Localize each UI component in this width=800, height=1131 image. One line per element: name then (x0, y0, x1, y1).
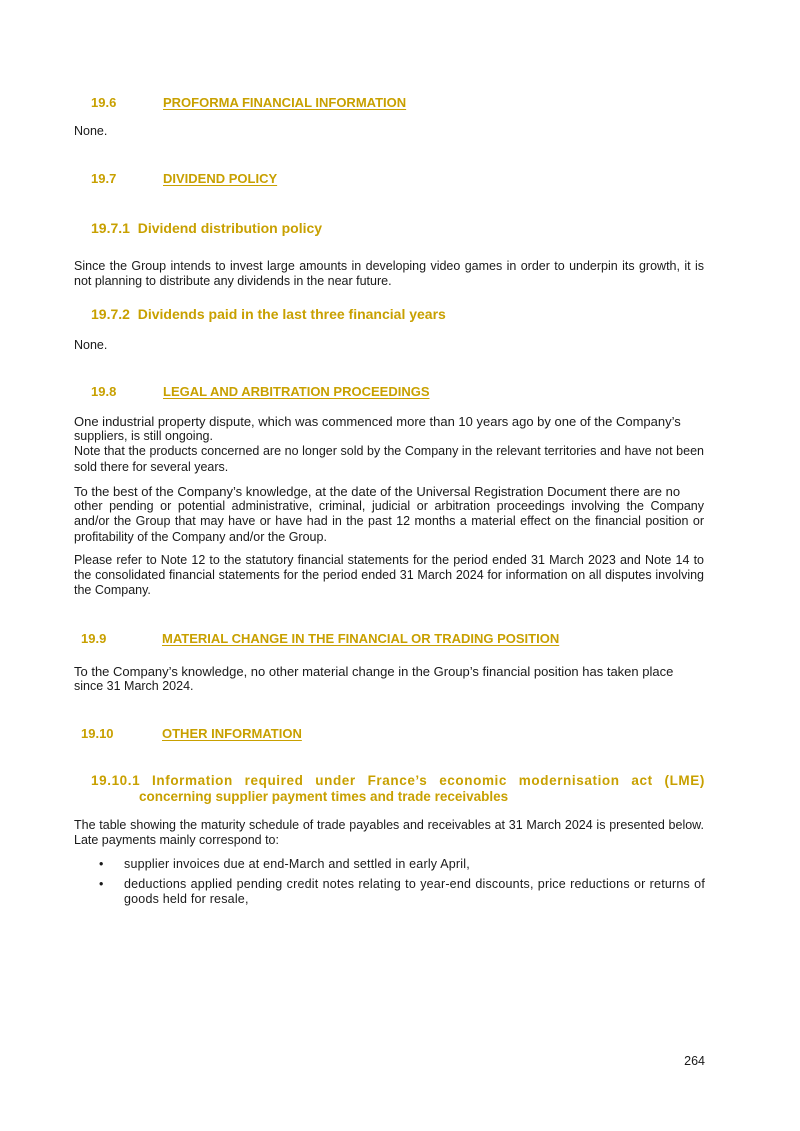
paragraph: None. (74, 124, 108, 138)
bullet-list (74, 857, 705, 912)
paragraph (74, 484, 704, 545)
paragraph-rest: since 31 March 2024. (74, 679, 194, 694)
paragraph: Please refer to Note 12 to the statutory financial statements for the period ended 31 March 2023 and Note 14 to the consolidated financial statements for the period ended 31 March 2024 for information on all disputes involving the Company. (74, 553, 704, 598)
paragraph-rest: suppliers, is still ongoing. (74, 429, 213, 444)
heading-word: under (315, 773, 356, 788)
section-heading-19-10 (81, 726, 302, 741)
list-item (74, 877, 705, 908)
subsection-title: Dividend distribution policy (137, 220, 323, 236)
section-heading-19-7 (91, 171, 277, 186)
list-item-text: supplier invoices due at end-March and settled in early April, (124, 857, 470, 871)
paragraph: Since the Group intends to invest large amounts in developing video games in order to underpin its growth, it is not planning to distribute any dividends in the near future. (74, 259, 704, 289)
heading-line-1 (91, 773, 705, 789)
section-title: PROFORMA FINANCIAL INFORMATION (163, 95, 407, 110)
heading-word: economic (439, 773, 508, 788)
paragraph-lead-line: To the best of the Company’s knowledge, at the date of the Universal Registration Document there are no (74, 484, 681, 499)
section-number: 19.6 (91, 95, 117, 110)
section-title: DIVIDEND POLICY (163, 171, 278, 186)
list-item-text: deductions applied pending credit notes relating to year-end discounts, price reductions or returns of goods held for resale, (124, 876, 705, 906)
section-heading-19-9 (81, 631, 559, 646)
section-heading-19-6 (91, 95, 406, 110)
section-number: 19.10 (81, 726, 114, 741)
section-number: 19.7 (91, 171, 117, 186)
page-number: 264 (684, 1054, 705, 1068)
paragraph-lead-line: To the Company’s knowledge, no other material change in the Group’s financial position has taken place (74, 664, 674, 679)
subsection-number: 19.7.1 (91, 220, 130, 236)
bullet-icon: • (99, 857, 104, 871)
paragraph-lead-line: One industrial property dispute, which was commenced more than 10 years ago by one of the Company’s (74, 414, 681, 429)
subsection-title: Dividends paid in the last three financial years (137, 306, 446, 322)
heading-word: France’s (367, 773, 428, 788)
paragraph: The table showing the maturity schedule of trade payables and receivables at 31 March 2024 is presented below. Late payments mainly correspond to: (74, 818, 704, 848)
paragraph-rest: other pending or potential administrative, criminal, judicial or arbitration proceedings involving the Company and/or the Group that may have or have had in the past 12 months a material effect on the financial position or profitability of the Company and/or the Group. (74, 499, 704, 544)
heading-word: (LME) (664, 773, 705, 788)
paragraph: Note that the products concerned are no longer sold by the Company in the relevant territories and have not been sold there for several years. (74, 444, 704, 474)
section-number: 19.9 (81, 631, 107, 646)
heading-word: modernisation (518, 773, 620, 788)
paragraph (74, 414, 704, 475)
subsection-number: 19.10.1 (91, 773, 141, 788)
section-heading-19-8 (91, 384, 430, 399)
heading-word: act (631, 773, 653, 788)
heading-word: required (244, 773, 304, 788)
paragraph: None. (74, 338, 108, 352)
heading-line-2: concerning supplier payment times and trade receivables (139, 789, 509, 804)
section-title: LEGAL AND ARBITRATION PROCEEDINGS (163, 384, 430, 399)
section-number: 19.8 (91, 384, 117, 399)
list-item (74, 857, 705, 873)
subsection-heading-19-7-1 (91, 220, 322, 236)
subsection-number: 19.7.2 (91, 306, 130, 322)
section-title: OTHER INFORMATION (162, 726, 302, 741)
heading-word: Information (152, 773, 233, 788)
subsection-heading-19-10-1 (91, 773, 705, 805)
paragraph (74, 664, 704, 694)
subsection-heading-19-7-2 (91, 306, 446, 322)
bullet-icon: • (99, 876, 104, 891)
section-title: MATERIAL CHANGE IN THE FINANCIAL OR TRADING POSITION (162, 631, 560, 646)
